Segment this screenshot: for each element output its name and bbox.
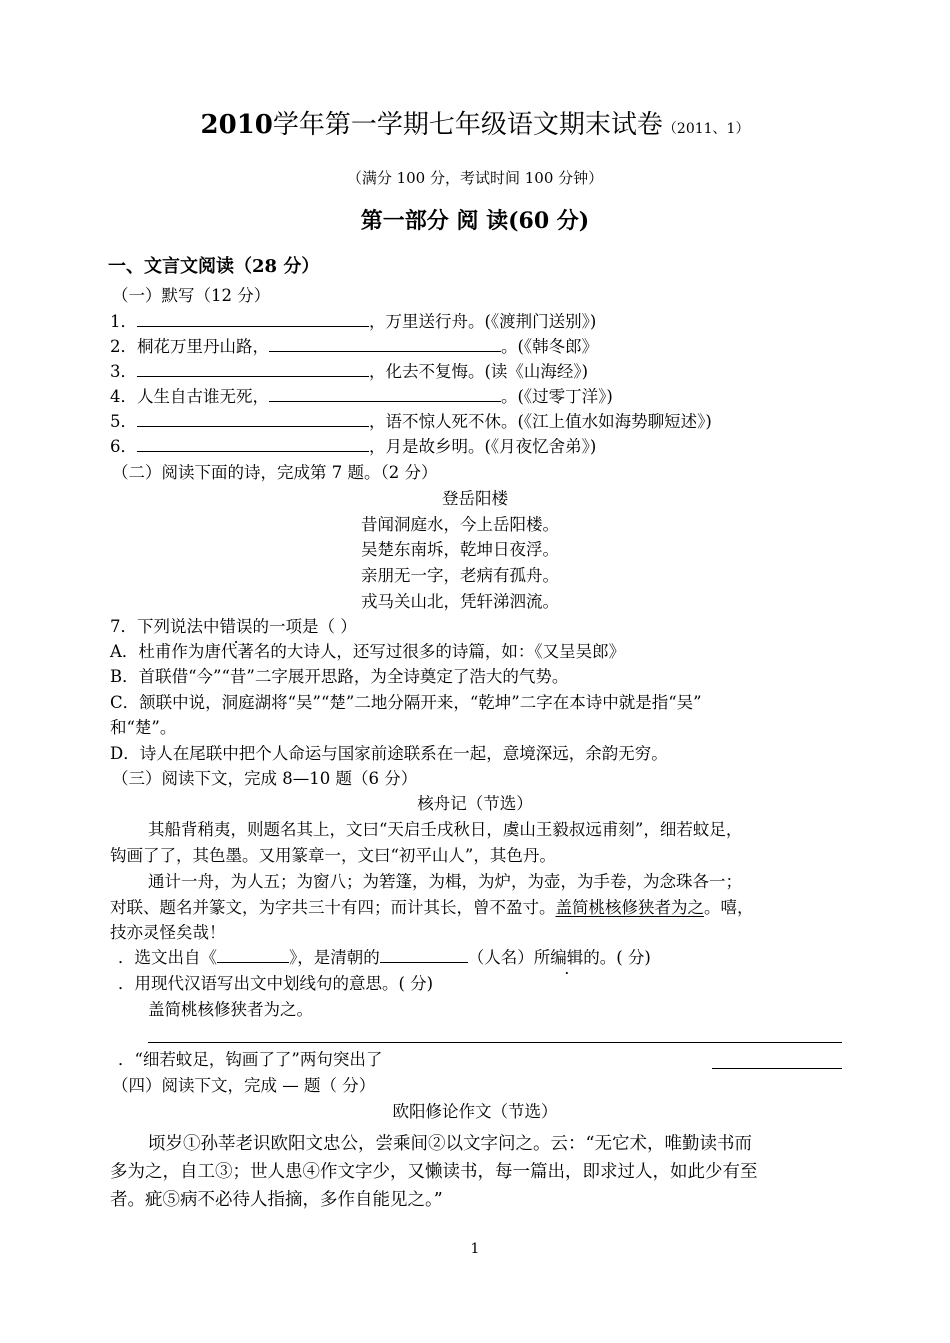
option-c-cont: 和“楚”。 [110, 718, 177, 737]
recite-item: 6． ，月是故乡明。(《月夜忆舍弟》) [110, 437, 597, 456]
option-c: C．颔联中说，洞庭湖将“吴”“楚”二地分隔开来，“乾坤”二字在本诗中就是指“吴” [110, 693, 702, 712]
exam-title [0, 108, 950, 146]
question-7-stem: 7．下列说法中错误的一项是（ ） [110, 617, 357, 636]
answer-blank[interactable] [269, 336, 501, 352]
section-heading: 一、文言文阅读（28 分） [108, 256, 320, 277]
emphasis-word: 错误 [219, 617, 253, 636]
prose-line: 技亦灵怪矣哉！ [110, 923, 226, 942]
recite-item: 5． ，语不惊人死不休。(《江上值水如海势聊短述》) [110, 412, 712, 431]
prose-line: 通计一舟，为人五；为窗八；为箬篷，为楫，为炉，为壶，为手卷，为念珠各一； [148, 872, 742, 891]
answer-blank[interactable] [217, 947, 289, 963]
answer-blank[interactable] [137, 361, 369, 377]
subsection-heading: （四）阅读下文，完成 — 题（ 分） [112, 1076, 376, 1095]
prose-line: 其船背稍夷，则题名其上，文曰“天启壬戌秋日，虞山王毅叔远甫刻”，细若蚊足， [148, 820, 743, 839]
option-a: A．杜甫作为唐代著名的大诗人，还写过很多的诗篇，如：《又呈吴郎》 [110, 642, 626, 661]
passage-title: 欧阳修论作文（节选） [392, 1102, 558, 1121]
title-text: 学年第一学期七年级语文期末试卷 [272, 110, 663, 140]
answer-line[interactable] [148, 1042, 842, 1043]
prose-line: 钩画了了，其色墨。又用篆章一，文曰“初平山人”，其色丹。 [110, 846, 556, 865]
poem-line: 戎马关山北，凭轩涕泗流。 [361, 592, 559, 611]
answer-blank[interactable] [137, 411, 369, 427]
answer-blank[interactable] [137, 311, 369, 327]
answer-line[interactable] [712, 1068, 842, 1069]
title-year: 2010 [200, 110, 273, 140]
answer-blank[interactable] [380, 947, 468, 963]
prose-title: 核舟记（节选） [417, 794, 533, 813]
recite-item: 3． ，化去不复悔。(读《山海经》) [110, 362, 589, 381]
passage-line: 多为之，自工③；世人患④作文字少，又懒读书，每一篇出，即求过人，如此少有至 [110, 1162, 758, 1182]
question-9: ．用现代汉语写出文中划线句的意思。( 分) [118, 974, 434, 993]
poem-title: 登岳阳楼 [442, 489, 508, 508]
recite-item: 4．人生自古谁无死， 。(《过零丁洋》) [110, 387, 613, 406]
poem-line: 昔闻洞庭水，今上岳阳楼。 [361, 515, 559, 534]
answer-blank[interactable] [137, 436, 369, 452]
title-date: （2011、1） [662, 121, 750, 137]
poem-line: 吴楚东南坼，乾坤日夜浮。 [361, 540, 559, 559]
passage-line: 者。疵⑤病不必待人指摘，多作自能见之。” [110, 1190, 443, 1210]
passage-line: 顷岁①孙莘老识欧阳文忠公，尝乘间②以文字问之。云：“无它术，唯勤读书而 [148, 1134, 752, 1154]
part-heading: 第一部分 阅 读(60 分) [360, 208, 590, 234]
exam-subtitle: （满分 100 分，考试时间 100 分钟） [346, 169, 604, 187]
question-10: ．“细若蚊足，钩画了了”两句突出了 [118, 1050, 383, 1069]
recite-item: 1． ，万里送行舟。(《渡荆门送别》) [110, 312, 597, 331]
recite-item: 2．桐花万里丹山路， 。(《韩冬郎》 [110, 337, 599, 356]
page-number: 1 [470, 1241, 480, 1257]
poem-line: 亲朋无一字，老病有孤舟。 [361, 566, 559, 585]
subsection-heading: （二）阅读下面的诗，完成第 7 题。（2 分） [112, 463, 438, 482]
underlined-sentence: 盖简桃核修狭者为之 [555, 898, 704, 917]
emphasis-word: 编辑 [550, 948, 584, 967]
option-d: D．诗人在尾联中把个人命运与国家前途联系在一起，意境深远，余韵无穷。 [110, 744, 668, 763]
question-8: ．选文出自《 》，是清朝的 （人名）所编辑的。( 分) [118, 948, 651, 967]
subsection-heading: （一）默写（12 分） [112, 286, 271, 305]
answer-blank[interactable] [269, 386, 501, 402]
prose-line: 对联、题名并篆文，为字共三十有四；而计其长，曾不盈寸。盖简桃核修狭者为之。嘻， [110, 898, 754, 917]
option-b: B．首联借“今”“昔”二字展开思路，为全诗奠定了浩大的气势。 [110, 667, 569, 686]
question-9-sentence: 盖简桃核修狭者为之。 [148, 1000, 313, 1019]
subsection-heading: （三）阅读下文，完成 8—10 题（6 分） [112, 769, 418, 788]
